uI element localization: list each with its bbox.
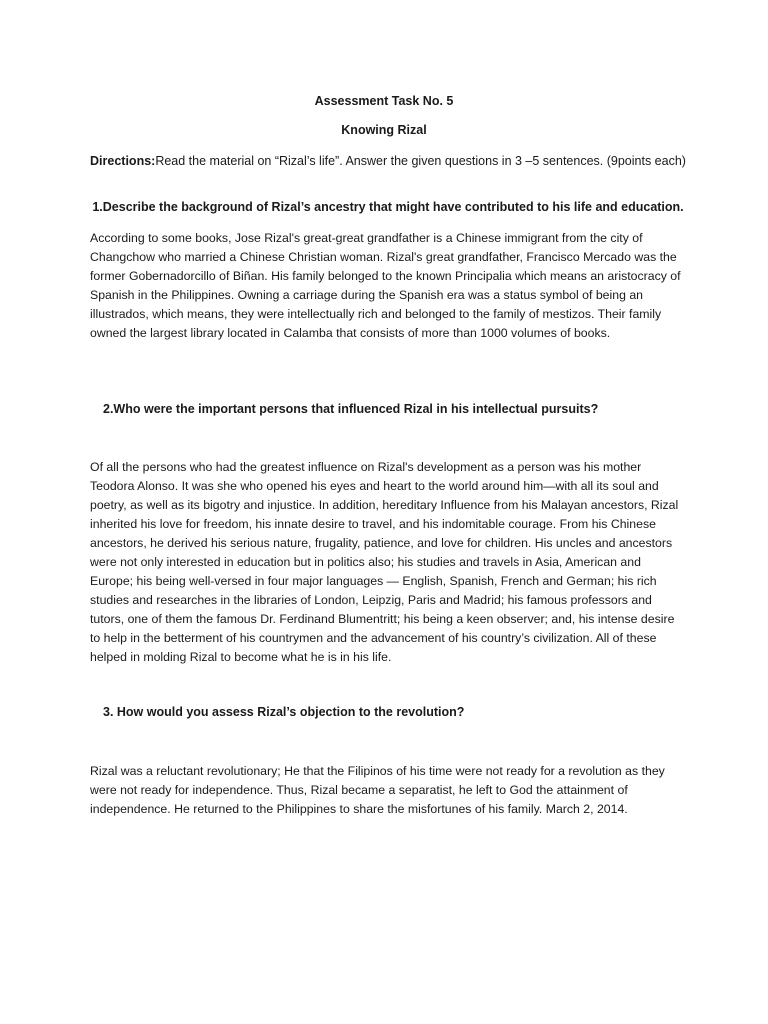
directions-label: Directions: [90, 154, 156, 168]
document-subtitle: Knowing Rizal [341, 123, 427, 137]
document-title: Assessment Task No. 5 [314, 94, 454, 108]
directions-paragraph [90, 152, 686, 171]
question-1: 1.Describe the background of Rizal’s ancestry that might have contributed to his life and education. [92, 200, 684, 214]
directions-text: Read the material on “Rizal’s life”. Answer the given questions in 3 –5 sentences. (9points each) [155, 154, 686, 168]
answer-1: According to some books, Jose Rizal's great-great grandfather is a Chinese immigrant from the city of Changchow who married a Chinese Christian woman. Rizal's great grandfather, Francisco Mercado was the former Gobernadorcillo of Biñan. His family belonged to the known Principalia which means an aristocracy of Spanish in the Philippines. Owning a carriage during the Spanish era was a status symbol of being an illustrados, which means, they were intellectually rich and belonged to the family of mestizos. Their family owned the largest library located in Calamba that consists of more than 1000 volumes of books. [90, 231, 681, 340]
question-2: 2.Who were the important persons that influenced Rizal in his intellectual pursuits? [103, 402, 599, 416]
question-3: 3. How would you assess Rizal’s objection to the revolution? [103, 705, 465, 719]
answer-3: Rizal was a reluctant revolutionary; He that the Filipinos of his time were not ready for a revolution as they were not ready for independence. Thus, Rizal became a separatist, he left to God the attainment of independence. He returned to the Philippines to share the misfortunes of his family. March 2, 2014. [90, 764, 665, 816]
answer-2: Of all the persons who had the greatest influence on Rizal's development as a person was his mother Teodora Alonso. It was she who opened his eyes and heart to the world around him—with all its soul and poetry, as well as its bigotry and injustice. In addition, hereditary Influence from his Malayan ancestors, Rizal inherited his love for freedom, his innate desire to travel, and his indomitable courage. From his Chinese ancestors, he derived his serious nature, frugality, patience, and love for children. His uncles and ancestors were not only interested in education but in politics also; his studies and travels in Asia, American and Europe; his being well-versed in four major languages — English, Spanish, French and German; his rich studies and researches in the libraries of London, Leipzig, Paris and Madrid; his famous professors and tutors, one of them the famous Dr. Ferdinand Blumentritt; his being a keen observer; and, his intense desire to help in the betterment of his countrymen and the advancement of his country’s civilization. All of these helped in molding Rizal to become what he is in his life. [90, 460, 679, 664]
